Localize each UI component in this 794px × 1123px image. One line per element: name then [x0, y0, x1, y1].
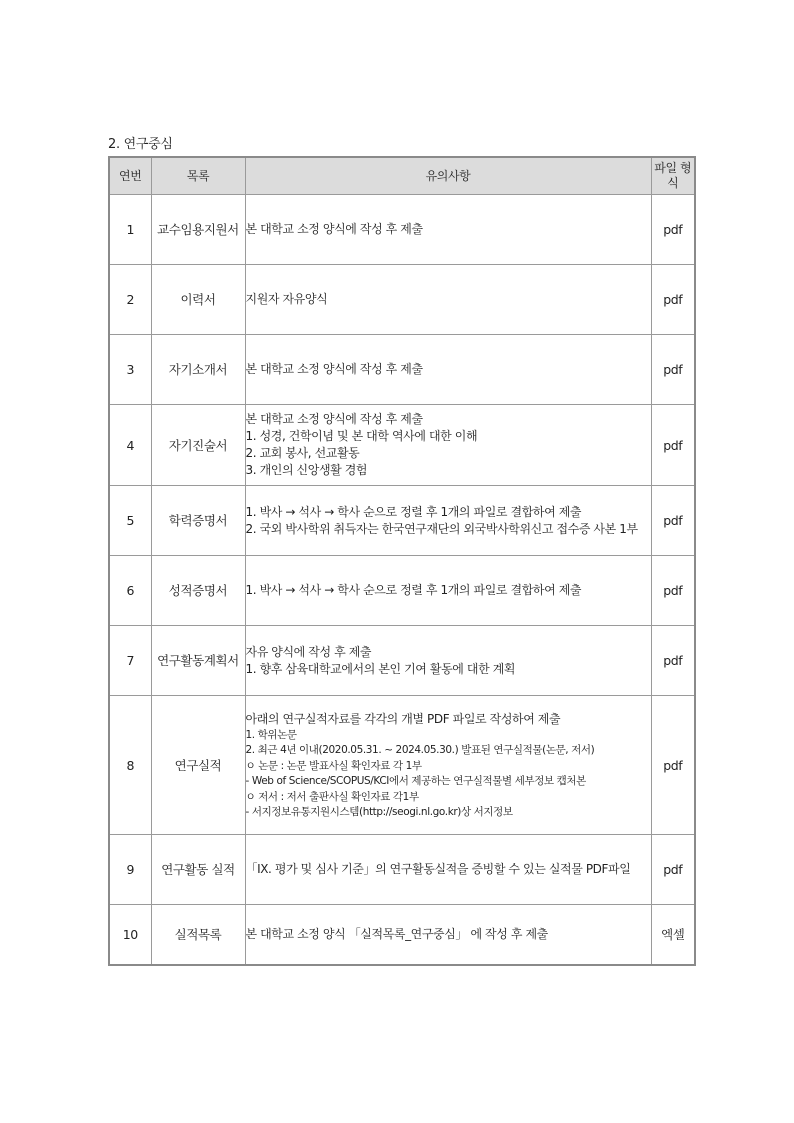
table-row: [109, 265, 695, 335]
row-number: 5: [109, 486, 151, 556]
row-note: [245, 696, 651, 835]
row-item: 성적증명서: [151, 556, 245, 626]
row-note: [245, 265, 651, 335]
row-item: 교수임용지원서: [151, 195, 245, 265]
row-format: pdf: [651, 696, 695, 835]
row-format: pdf: [651, 335, 695, 405]
row-number: 10: [109, 905, 151, 965]
row-format: pdf: [651, 486, 695, 556]
note-line: 2. 최근 4년 이내(2020.05.31. ~ 2024.05.30.) 발표된 연구실적물(논문, 저서): [245, 744, 595, 756]
row-note: [245, 405, 651, 486]
row-number: 7: [109, 626, 151, 696]
note-line: 1. 향후 삼육대학교에서의 본인 기여 활동에 대한 계획: [245, 661, 516, 676]
note-line: 본 대학교 소정 양식에 작성 후 제출: [245, 412, 423, 426]
row-note: [245, 195, 651, 265]
header-no: 연번: [109, 157, 151, 195]
note-line: ㅇ 논문 : 논문 발표사실 확인자료 각 1부: [245, 759, 422, 772]
note-line: 1. 성경, 건학이념 및 본 대학 역사에 대한 이해: [245, 429, 478, 443]
row-item: 자기진술서: [151, 405, 245, 486]
table-row: [109, 195, 695, 265]
table-row: [109, 335, 695, 405]
row-number: 1: [109, 195, 151, 265]
note-line: - Web of Science/SCOPUS/KCI에서 제공하는 연구실적물별 세부정보 캡처본: [245, 775, 586, 787]
row-note: [245, 626, 651, 696]
note-line: 2. 국외 박사학위 취득자는 한국연구재단의 외국박사학위신고 접수증 사본 1부: [245, 521, 638, 536]
header-note: 유의사항: [245, 157, 651, 195]
note-line: 본 대학교 소정 양식에 작성 후 제출: [245, 362, 423, 376]
table-header-row: [109, 157, 695, 195]
row-format: pdf: [651, 626, 695, 696]
note-line: ㅇ 저서 : 저서 출판사실 확인자료 각1부: [245, 790, 419, 803]
row-number: 3: [109, 335, 151, 405]
header-item: 목록: [151, 157, 245, 195]
note-line: 1. 박사 → 석사 → 학사 순으로 정렬 후 1개의 파일로 결합하여 제출: [245, 504, 582, 519]
row-item: 자기소개서: [151, 335, 245, 405]
row-note: [245, 905, 651, 965]
row-format: pdf: [651, 405, 695, 486]
required-documents-table: [108, 156, 696, 966]
row-item: 실적목록: [151, 905, 245, 965]
note-line: 3. 개인의 신앙생활 경험: [245, 463, 368, 477]
note-line: 「IX. 평가 및 심사 기준」의 연구활동실적을 증빙할 수 있는 실적물 PDF파일: [245, 862, 631, 876]
table-row: [109, 405, 695, 486]
row-number: 4: [109, 405, 151, 486]
note-line: 1. 학위논문: [245, 728, 297, 741]
row-format: pdf: [651, 835, 695, 905]
row-note: [245, 556, 651, 626]
row-format: pdf: [651, 195, 695, 265]
note-line: - 서지정보유통지원시스템(http://seogi.nl.go.kr)상 서지정보: [245, 806, 513, 818]
note-line: 본 대학교 소정 양식 「실적목록_연구중심」 에 작성 후 제출: [245, 926, 548, 941]
row-number: 9: [109, 835, 151, 905]
note-line: 자유 양식에 작성 후 제출: [245, 644, 372, 659]
table-row: [109, 486, 695, 556]
header-format: 파일 형식: [651, 157, 695, 195]
row-format: pdf: [651, 265, 695, 335]
table-row: [109, 835, 695, 905]
table-row: [109, 556, 695, 626]
row-number: 8: [109, 696, 151, 835]
row-item: 연구활동 실적: [151, 835, 245, 905]
row-note: [245, 486, 651, 556]
note-line: 지원자 자유양식: [245, 292, 328, 306]
note-lead: 아래의 연구실적자료를 각각의 개별 PDF 파일로 작성하여 제출: [245, 711, 561, 726]
row-item: 학력증명서: [151, 486, 245, 556]
note-line: 1. 박사 → 석사 → 학사 순으로 정렬 후 1개의 파일로 결합하여 제출: [245, 583, 582, 597]
row-item: 연구실적: [151, 696, 245, 835]
section-title: 2. 연구중심: [108, 137, 173, 152]
row-note: [245, 335, 651, 405]
note-line: 본 대학교 소정 양식에 작성 후 제출: [245, 222, 423, 236]
row-item: 연구활동계획서: [151, 626, 245, 696]
row-number: 6: [109, 556, 151, 626]
row-note: [245, 835, 651, 905]
table-row: [109, 696, 695, 835]
table-row: [109, 905, 695, 965]
row-format: pdf: [651, 556, 695, 626]
row-format: 엑셀: [651, 905, 695, 965]
row-item: 이력서: [151, 265, 245, 335]
row-number: 2: [109, 265, 151, 335]
table-row: [109, 626, 695, 696]
note-line: 2. 교회 봉사, 선교활동: [245, 446, 360, 460]
